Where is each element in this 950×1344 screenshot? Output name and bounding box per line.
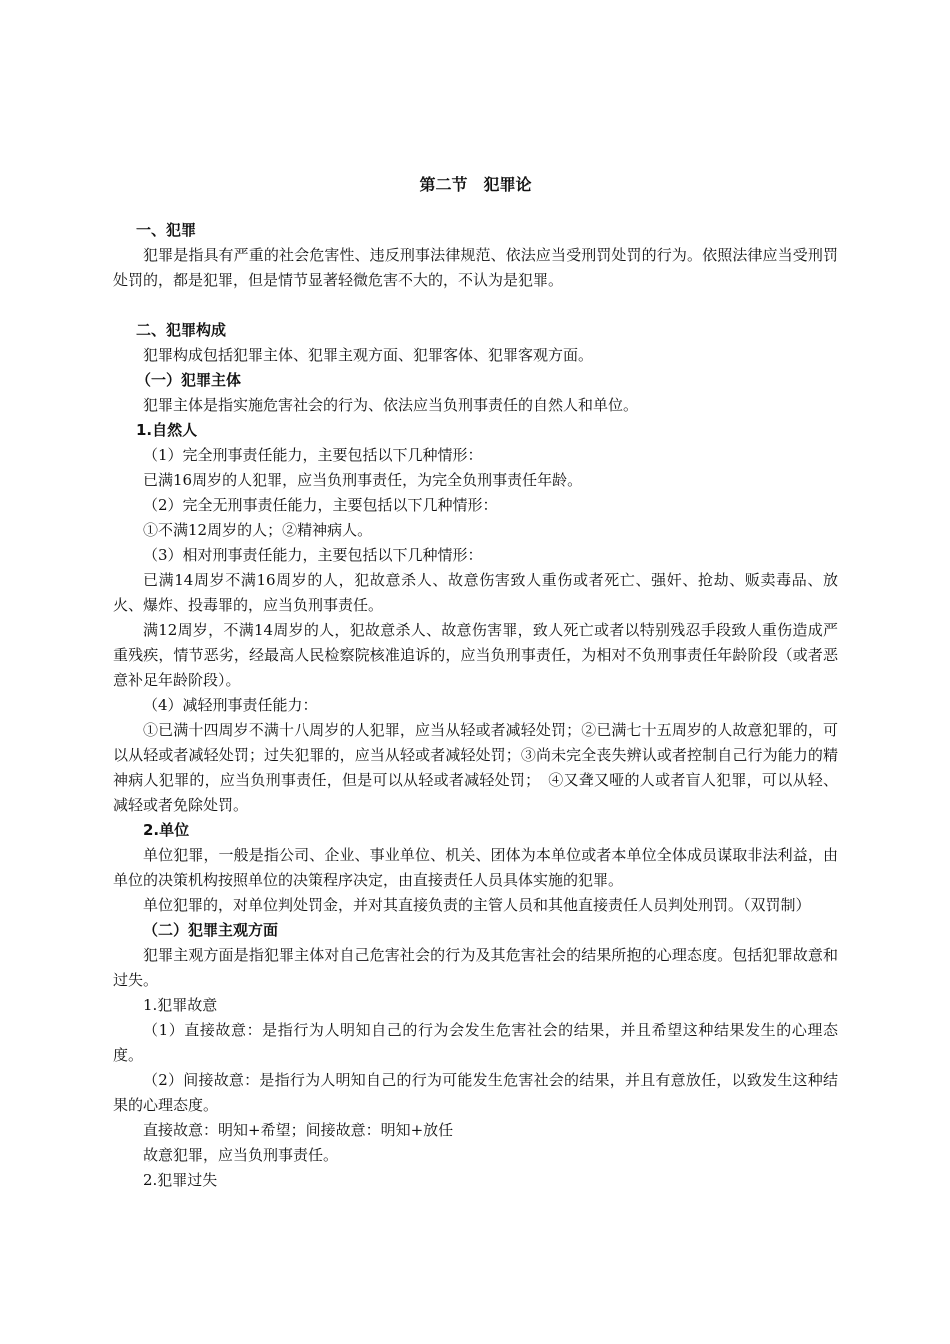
- paragraph-crime-definition: 犯罪是指具有严重的社会危害性、违反刑事法律规范、依法应当受刑罚处罚的行为。依照法律应当受刑罚处罚的，都是犯罪，但是情节显著轻微危害不大的，不认为是犯罪。: [113, 246, 838, 289]
- heading-negligence: 2.犯罪过失: [143, 1171, 218, 1189]
- text-intent-summary: 直接故意：明知+希望；间接故意：明知+放任: [143, 1121, 454, 1139]
- section-title: 第二节 犯罪论: [419, 175, 532, 194]
- heading-intent: 1.犯罪故意: [143, 996, 218, 1014]
- item-full-capacity: （1）完全刑事责任能力，主要包括以下几种情形：: [143, 446, 483, 464]
- heading-unit: 2.单位: [143, 821, 190, 839]
- item-reduced-capacity: （4）减轻刑事责任能力：: [143, 696, 318, 714]
- heading-subjective-aspect: （二）犯罪主观方面: [143, 921, 279, 939]
- paragraph-unit-crime: 单位犯罪，一般是指公司、企业、事业单位、机关、团体为本单位或者本单位全体成员谋取非法利益，由单位的决策机构按照单位的决策程序决定，由直接责任人员具体实施的犯罪。: [113, 846, 838, 889]
- paragraph-crime-subject: 犯罪主体是指实施危害社会的行为、依法应当负刑事责任的自然人和单位。: [143, 396, 639, 414]
- text-full-capacity: 已满16周岁的人犯罪，应当负刑事责任，为完全负刑事责任年龄。: [143, 471, 583, 489]
- item-direct-intent: （1）直接故意：是指行为人明知自己的行为会发生危害社会的结果，并且希望这种结果发生的心理态度。: [113, 1021, 838, 1064]
- heading-crime-subject: （一）犯罪主体: [136, 371, 242, 389]
- paragraph-composition: 犯罪构成包括犯罪主体、犯罪主观方面、犯罪客体、犯罪客观方面。: [143, 346, 594, 364]
- item-indirect-intent: （2）间接故意：是指行为人明知自己的行为可能发生危害社会的结果，并且有意放任，以致发生这种结果的心理态度。: [113, 1071, 838, 1114]
- paragraph-unit-penalty: 单位犯罪的，对单位判处罚金，并对其直接负责的主管人员和其他直接责任人员判处刑罚。（双罚制）: [143, 896, 811, 914]
- text-no-capacity: ①不满12周岁的人；②精神病人。: [143, 521, 373, 539]
- spacer: [113, 293, 838, 318]
- text-reduced-capacity: ①已满十四周岁不满十八周岁的人犯罪，应当从轻或者减轻处罚；②已满七十五周岁的人故意犯罪的，可以从轻或者减轻处罚；过失犯罪的，应当从轻或者减轻处罚；③尚未完全丧失辨认或者控制自己行为能力的精神病人犯罪的，应当负刑事责任，但是可以从轻或者减轻处罚； ④又聋又哑的人或者盲人犯罪，可以从轻、减轻或者免除处罚。: [113, 721, 838, 814]
- paragraph-subjective-aspect: 犯罪主观方面是指犯罪主体对自己危害社会的行为及其危害社会的结果所抱的心理态度。包括犯罪故意和过失。: [113, 946, 838, 989]
- text-intent-responsibility: 故意犯罪，应当负刑事责任。: [143, 1146, 339, 1164]
- heading-crime-composition: 二、犯罪构成: [136, 321, 227, 339]
- heading-crime: 一、犯罪: [136, 221, 197, 239]
- text-relative-capacity-2: 满12周岁，不满14周岁的人，犯故意杀人、故意伤害罪，致人死亡或者以特别残忍手段致人重伤造成严重残疾，情节恶劣，经最高人民检察院核准追诉的，应当负刑事责任，为相对不负刑事责任年龄阶段（或者恶意补足年龄阶段）。: [113, 621, 838, 689]
- heading-natural-person: 1.自然人: [136, 421, 198, 439]
- item-no-capacity: （2）完全无刑事责任能力，主要包括以下几种情形：: [143, 496, 498, 514]
- text-relative-capacity-1: 已满14周岁不满16周岁的人，犯故意杀人、故意伤害致人重伤或者死亡、强奸、抢劫、贩卖毒品、放火、爆炸、投毒罪的，应当负刑事责任。: [113, 571, 838, 614]
- item-relative-capacity: （3）相对刑事责任能力，主要包括以下几种情形：: [143, 546, 483, 564]
